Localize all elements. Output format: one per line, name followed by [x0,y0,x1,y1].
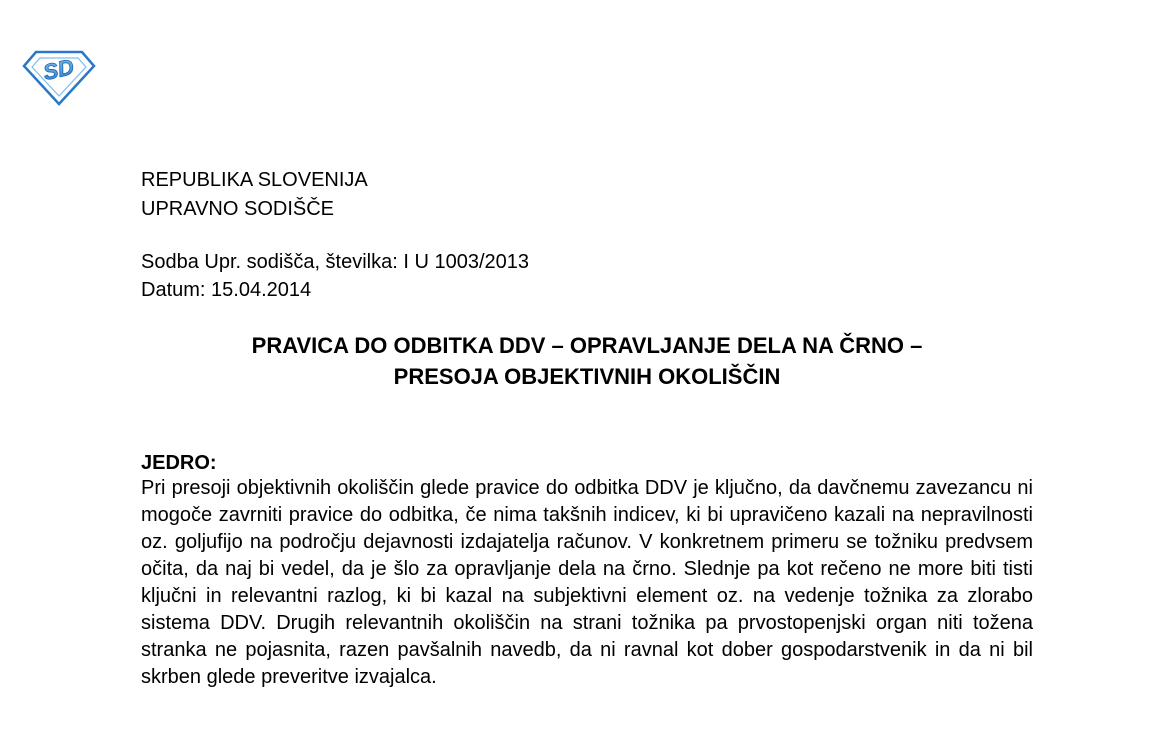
case-info [141,248,529,304]
court-header [141,166,368,224]
logo-lettering: SD [40,54,77,85]
header-court: UPRAVNO SODIŠČE [141,198,334,220]
court-logo-icon [22,50,96,106]
document-title [141,330,1033,392]
core-text: Pri presoji objektivnih okoliščin glede pravice do odbitka DDV je ključno, da davčnemu zavezancu ni mogoče zavrniti pravice do odbitka, če nima takšnih indicev, ki bi upravičeno kazali na nepravilnosti oz. goljufijo na področju dejavnosti izdajatelja računov. V konkretnem primeru se tožniku predvsem očita, da naj bi vedel, da je šlo za opravljanje dela na črno. Slednje pa kot rečeno ne more biti tisti ključni in relevantni razlog, ki bi kazal na subjektivni element oz. na vedenje tožnika za zlorabo sistema DDV. Drugih relevantnih okoliščin na strani tožnika pa prvostopenjski organ niti tožena stranka ne pojasnita, razen pavšalnih navedb, da ni ravnal kot dober gospodarstvenik in da ni bil skrben glede preveritve izvajalca. [141,477,1033,688]
title-line-2: PRESOJA OBJEKTIVNIH OKOLIŠČIN [393,364,781,389]
judgment-date: Datum: 15.04.2014 [141,279,312,301]
judgment-number: Sodba Upr. sodišča, številka: I U 1003/2013 [141,251,530,273]
core-heading: JEDRO: [141,452,217,474]
title-line-1: PRAVICA DO ODBITKA DDV – OPRAVLJANJE DELA NA ČRNO – [251,333,923,358]
header-country: REPUBLIKA SLOVENIJA [141,169,368,191]
